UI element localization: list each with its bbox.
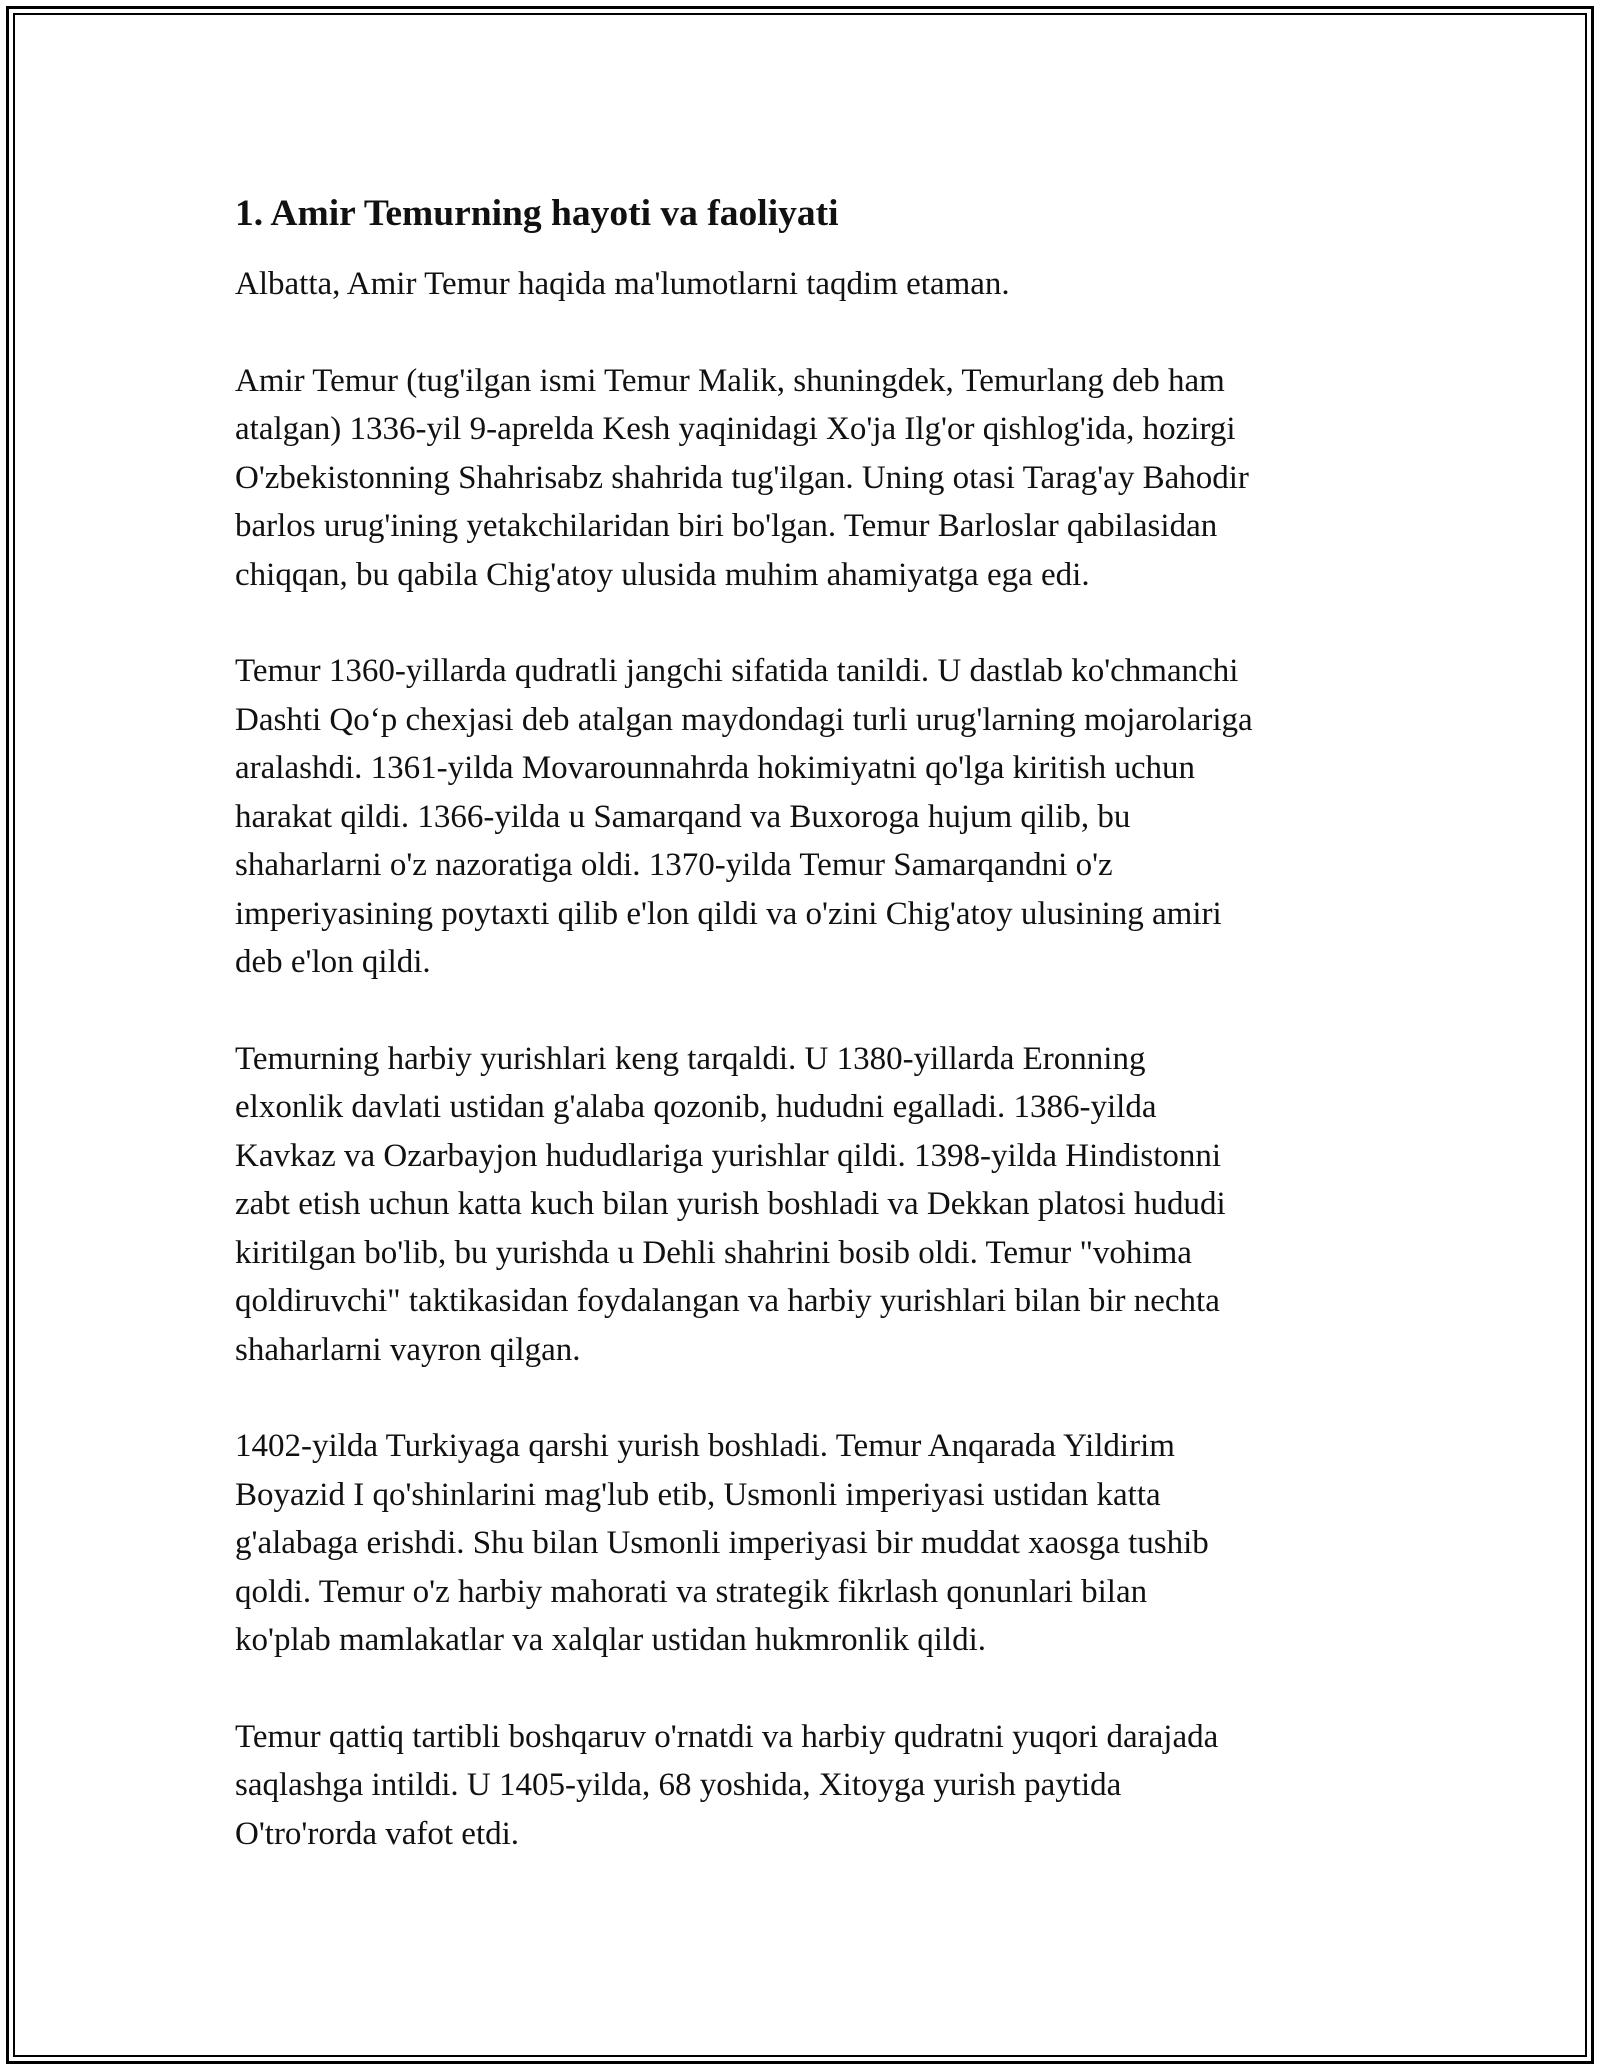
- text-line: 1402-yilda Turkiyaga qarshi yurish boshladi. Temur Anqarada Yildirim: [235, 1428, 1175, 1464]
- text-line: Temurning harbiy yurishlari keng tarqaldi. U 1380-yillarda Eronning: [235, 1040, 1146, 1077]
- text-line: g'alabaga erishdi. Shu bilan Usmonli imperiyasi bir muddat xaosga tushib: [235, 1525, 1209, 1561]
- text-line: Temur 1360-yillarda qudratli jangchi sifatida tanildi. U dastlab ko'chmanchi: [235, 653, 1239, 689]
- text-line: kiritilgan bo'lib, bu yurishda u Dehli shahrini bosib oldi. Temur "vohima: [235, 1234, 1192, 1271]
- paragraph-2: [235, 647, 1375, 987]
- text-line: Kavkaz va Ozarbayjon hududlariga yurishlar qildi. 1398-yilda Hindistonni: [235, 1137, 1222, 1174]
- paragraph-1: [235, 357, 1375, 600]
- text-line: Dashti Qo‘p chexjasi deb atalgan maydondagi turli urug'larning mojarolariga: [235, 701, 1253, 738]
- text-line: O'zbekistonning Shahrisabz shahrida tug'ilgan. Uning otasi Tarag'ay Bahodir: [235, 459, 1249, 496]
- text-line: barlos urug'ining yetakchilaridan biri bo'lgan. Temur Barloslar qabilasidan: [235, 508, 1218, 544]
- text-line: ko'plab mamlakatlar va xalqlar ustidan hukmronlik qildi.: [235, 1622, 987, 1658]
- text-line: saqlashga intildi. U 1405-yilda, 68 yoshida, Xitoyga yurish paytida: [235, 1767, 1122, 1803]
- text-line: shaharlarni o'z nazoratiga oldi. 1370-yilda Temur Samarqandni o'z: [235, 847, 1113, 883]
- text-line: imperiyasining poytaxti qilib e'lon qildi va o'zini Chig'atoy ulusining amiri: [235, 895, 1222, 932]
- text-line: atalgan) 1336-yil 9-aprelda Kesh yaqinidagi Xo'ja Ilg'or qishlog'ida, hozirgi: [235, 411, 1236, 447]
- text-line: qoldi. Temur o'z harbiy mahorati va strategik fikrlash qonunlari bilan: [235, 1573, 1148, 1610]
- text-line: harakat qildi. 1366-yilda u Samarqand va Buxoroga hujum qilib, bu: [235, 798, 1131, 835]
- paragraph-5: [235, 1713, 1375, 1859]
- intro-paragraph: [235, 260, 1375, 309]
- text-line: O'tro'rorda vafot etdi.: [235, 1815, 520, 1852]
- text-line: Temur qattiq tartibli boshqaruv o'rnatdi va harbiy qudratni yuqori darajada: [235, 1718, 1219, 1755]
- paragraph-4: [235, 1422, 1375, 1665]
- text-line: aralashdi. 1361-yilda Movarounnahrda hokimiyatni qo'lga kiritish uchun: [235, 750, 1195, 786]
- document-title: 1. Amir Temurning hayoti va faoliyati: [235, 193, 839, 234]
- text-line: Boyazid I qo'shinlarini mag'lub etib, Usmonli imperiyasi ustidan katta: [235, 1476, 1161, 1513]
- text-line: zabt etish uchun katta kuch bilan yurish boshladi va Dekkan platosi hududi: [235, 1186, 1226, 1222]
- text-line: shaharlarni vayron qilgan.: [235, 1331, 581, 1368]
- text-line: qoldiruvchi" taktikasidan foydalangan va harbiy yurishlari bilan bir nechta: [235, 1283, 1220, 1319]
- text-line: elxonlik davlati ustidan g'alaba qozonib, hududni egalladi. 1386-yilda: [235, 1089, 1157, 1125]
- text-line: chiqqan, bu qabila Chig'atoy ulusida muhim ahamiyatga ega edi.: [235, 556, 1090, 593]
- document-body: [235, 186, 1375, 1858]
- text-line: deb e'lon qildi.: [235, 944, 431, 980]
- text-line: Amir Temur (tug'ilgan ismi Temur Malik, shuningdek, Temurlang deb ham: [235, 362, 1225, 399]
- text-line: Albatta, Amir Temur haqida ma'lumotlarni taqdim etaman.: [235, 266, 1010, 302]
- paragraph-3: [235, 1035, 1375, 1375]
